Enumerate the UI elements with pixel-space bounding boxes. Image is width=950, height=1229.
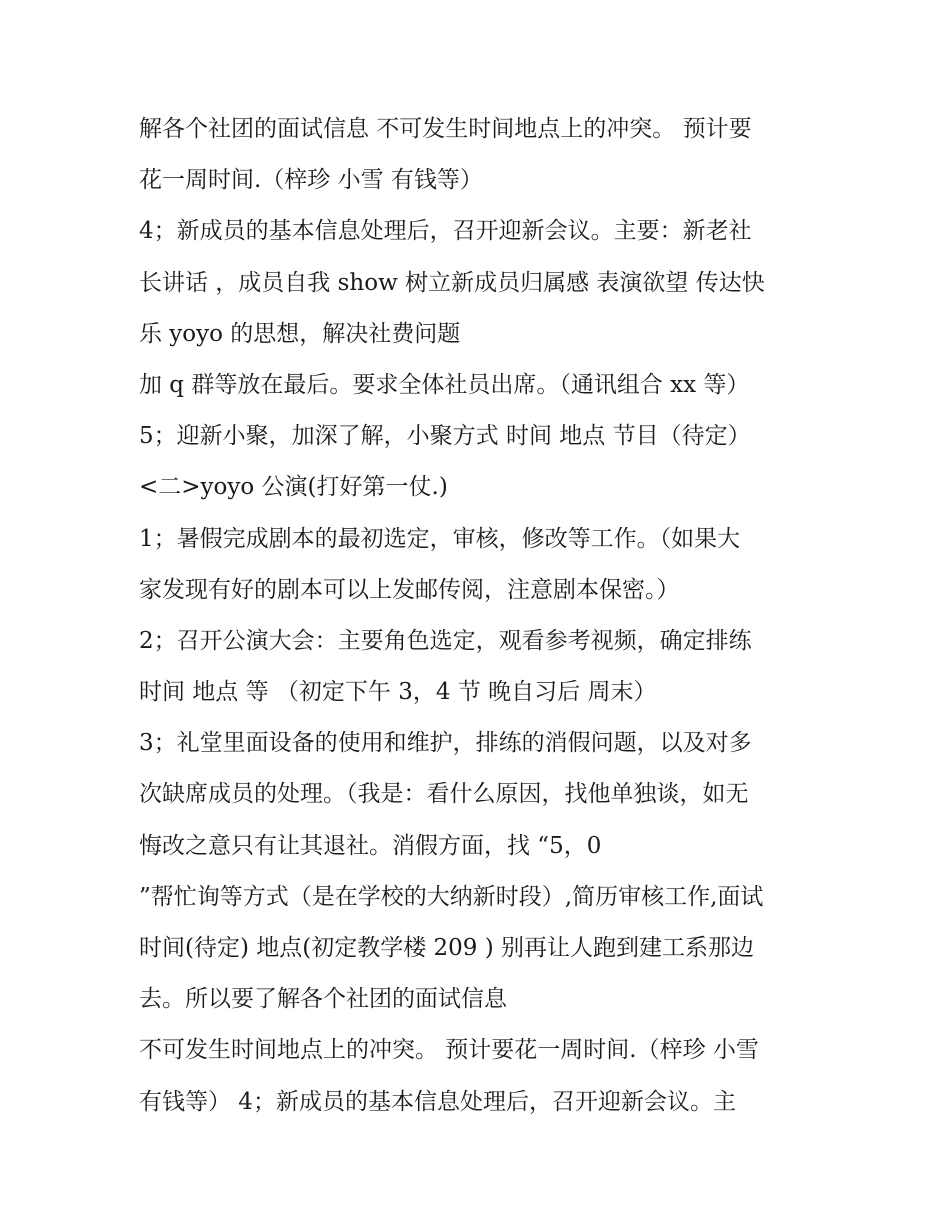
- text-line: 解各个社团的面试信息 不可发生时间地点上的冲突。 预计要: [139, 116, 752, 142]
- document-body: [139, 104, 839, 1128]
- text-line: 长讲话 ，成员自我 show 树立新成员归属感 表演欲望 传达快: [139, 269, 765, 296]
- text-line: 5；迎新小聚，加深了解，小聚方式 时间 地点 节目（待定）: [139, 423, 751, 450]
- text-line: 家发现有好的剧本可以上发邮传阅，注意剧本保密。）: [139, 576, 680, 603]
- text-line: 悔改之意只有让其退社。消假方面，找 “5，0: [139, 832, 602, 859]
- text-line: 1；暑假完成剧本的最初选定，审核，修改等工作。（如果大: [139, 525, 741, 552]
- text-line: 加 q 群等放在最后。要求全体社员出席。（通讯组合 xx 等）: [139, 371, 750, 398]
- text-line: 不可发生时间地点上的冲突。 预计要花一周时间.（梓珍 小雪: [139, 1037, 759, 1064]
- text-line: 2；召开公演大会：主要角色选定，观看参考视频，确定排练: [139, 627, 752, 654]
- text-line: 乐 yoyo 的思想，解决社费问题: [139, 320, 461, 347]
- text-line: 时间 地点 等 （初定下午 3，4 节 晚自习后 周末）: [139, 679, 657, 706]
- text-line: 花一周时间.（梓珍 小雪 有钱等）: [139, 167, 483, 194]
- text-line: 3；礼堂里面设备的使用和维护，排练的消假问题，以及对多: [139, 730, 752, 757]
- text-line: ”帮忙询等方式（是在学校的大纳新时段）,简历审核工作,面试: [139, 883, 764, 910]
- text-line: 时间(待定) 地点(初定教学楼 209 ) 别再让人跑到建工系那边: [139, 935, 755, 961]
- text-line: 次缺席成员的处理。（我是：看什么原因，找他单独谈，如无: [139, 781, 749, 808]
- section-heading: <二>yoyo 公演(打好第一仗.): [139, 474, 448, 501]
- text-line: 有钱等） 4；新成员的基本信息处理后，召开迎新会议。主: [139, 1088, 736, 1115]
- text-line: 4；新成员的基本信息处理后，召开迎新会议。主要：新老社: [139, 218, 752, 245]
- text-line: 去。所以要了解各个社团的面试信息: [139, 986, 507, 1013]
